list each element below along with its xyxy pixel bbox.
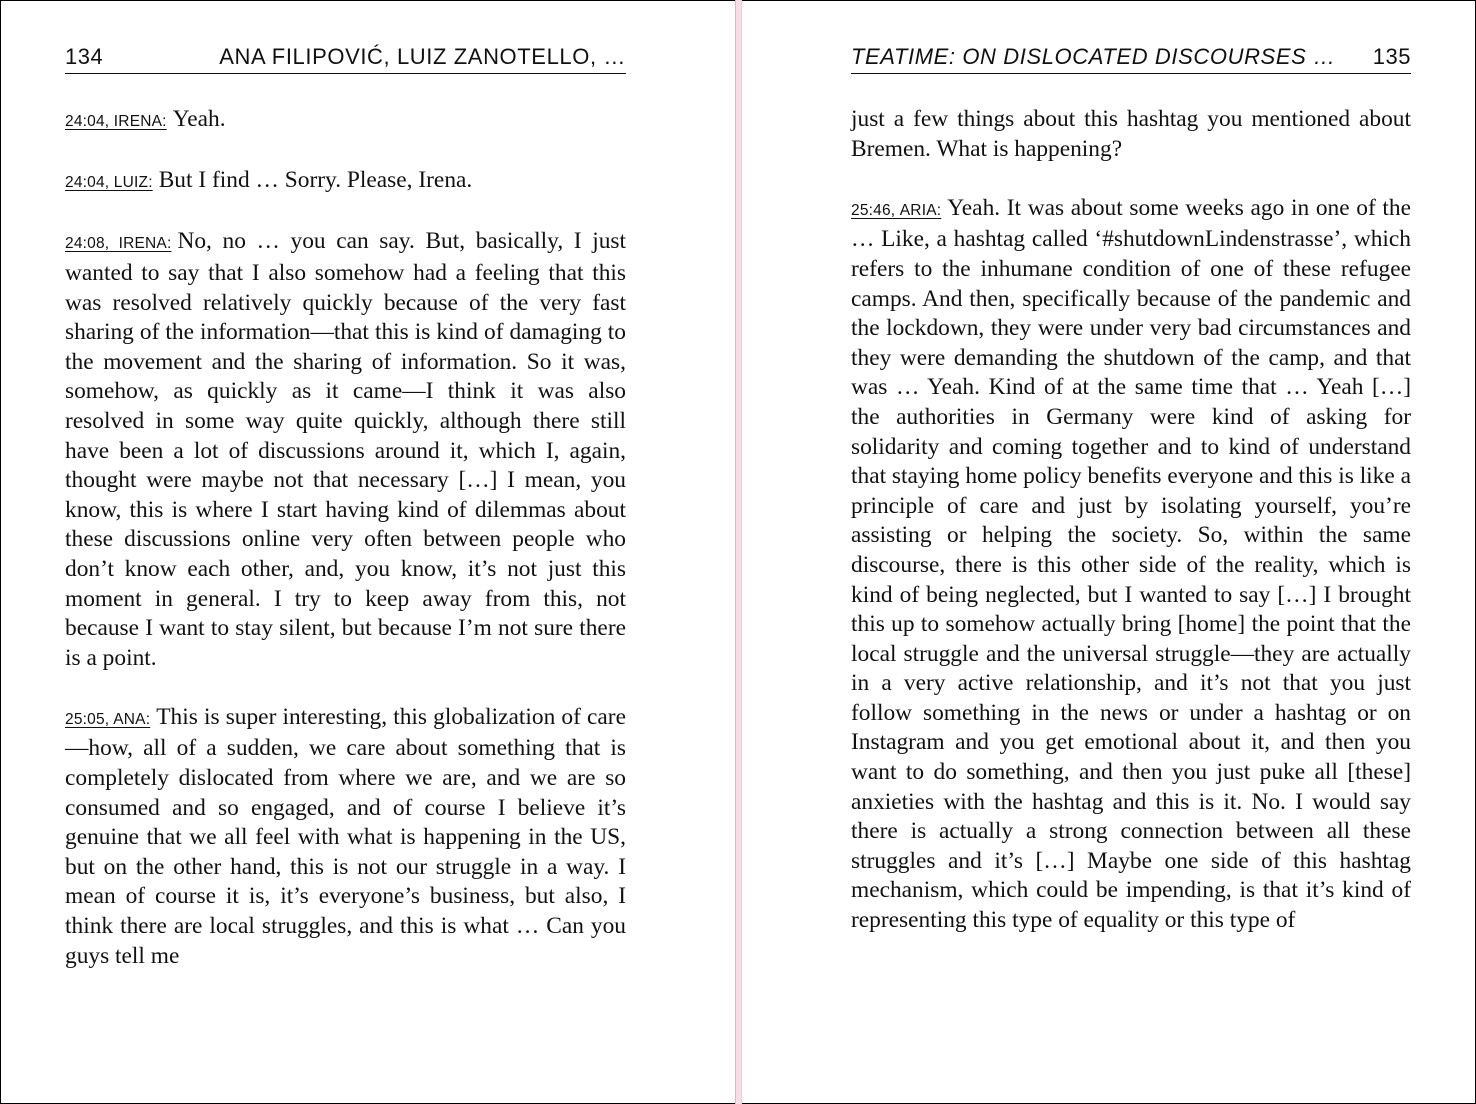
- left-page-header: [65, 37, 626, 74]
- dialogue-paragraph: [851, 194, 1411, 936]
- paragraph-text: Yeah.: [172, 106, 226, 132]
- left-running-head: ANA FILIPOVIĆ, LUIZ ZANOTELLO, …: [219, 44, 626, 69]
- left-page-number: 134: [65, 44, 104, 69]
- paragraph-text: This is super interesting, this globalization of care—how, all of a sudden, we care about something that is completely dislocated from where we are, and we are so consumed and so engaged, and of course I believe it’s genuine that we all feel with what is happening in the US, but on the other hand, this is not our struggle in a way. I mean of course it is, it’s everyone’s business, but also, I think there are local struggles, and this is what … Can you guys tell me: [65, 703, 626, 969]
- timestamp-speaker: 25:46, ARIA:: [851, 201, 942, 219]
- dialogue-paragraph: [65, 105, 626, 137]
- right-running-head: TEATIME: ON DISLOCATED DISCOURSES …: [851, 44, 1336, 69]
- timestamp-speaker: 24:04, LUIZ:: [65, 174, 153, 192]
- right-page-number: 135: [1372, 44, 1411, 69]
- book-gutter: [735, 0, 742, 1104]
- dialogue-paragraph: [65, 227, 626, 673]
- paragraph-text: Yeah. It was about some weeks ago in one of the … Like, a hashtag called ‘#shutdownLindenstrasse’, which refers to the inhumane condition of one of these refugee camps. And then, specifically because of the pandemic and the lockdown, they were under very bad circumstances and they were demanding the shutdown of the camp, and that was … Yeah. Kind of at the same time that … Yeah […] the authorities in Germany were kind of asking for solidarity and coming together and to kind of understand that staying home policy benefits everyone and this is like a principle of care and just by isolating yourself, you’re assisting or helping the society. So, within the same discourse, there is this other side of the reality, which is kind of being neglected, but I wanted to say […] I brought this up to somehow actually bring [home] the point that the local struggle and the universal struggle—they are actually in a very active relationship, and it’s not that you just follow something in the news or under a hashtag or on Instagram and you get emotional about it, and then you want to do something, and then you just puke all [these] anxieties with the hashtag and this is it. No. I would say there is actually a strong connection between all these struggles and it’s […] Maybe one side of this hashtag mechanism, which could be impending, is that it’s kind of representing this type of equality or this type of: [851, 194, 1411, 934]
- left-page: [65, 0, 626, 1104]
- timestamp-speaker: 25:05, ANA:: [65, 710, 151, 728]
- paragraph-text: But I find … Sorry. Please, Irena.: [158, 167, 473, 194]
- dialogue-paragraph: [65, 166, 626, 198]
- timestamp-speaker: 24:04, IRENA:: [65, 113, 167, 130]
- dialogue-paragraph: [65, 703, 626, 971]
- paragraph-text: No, no … you can say. But, basically, I just wanted to say that I also somehow had a feeling that this was resolved relatively quickly because of the very fast sharing of the information—that this is kind of damaging to the movement and the sharing of information. So it was, somehow, as quickly as it came—I think it was also resolved in some way quite quickly, although there still have been a lot of discussions around it, which I, again, thought were maybe not that necessary […] I mean, you know, this is where I start having kind of dilemmas about these discussions online very often between people who don’t know each other, and, you know, it’s not just this moment in general. I try to keep away from this, not because I want to stay silent, but because I’m not sure there is a point.: [65, 228, 626, 671]
- right-page-header: [851, 37, 1411, 74]
- continuation-paragraph: just a few things about this hashtag you mentioned about Bremen. What is happening?: [851, 106, 1411, 162]
- right-page: [851, 0, 1411, 1104]
- timestamp-speaker: 24:08, IRENA:: [65, 235, 172, 253]
- left-page-body: [65, 105, 626, 1001]
- right-page-body: [851, 105, 1411, 965]
